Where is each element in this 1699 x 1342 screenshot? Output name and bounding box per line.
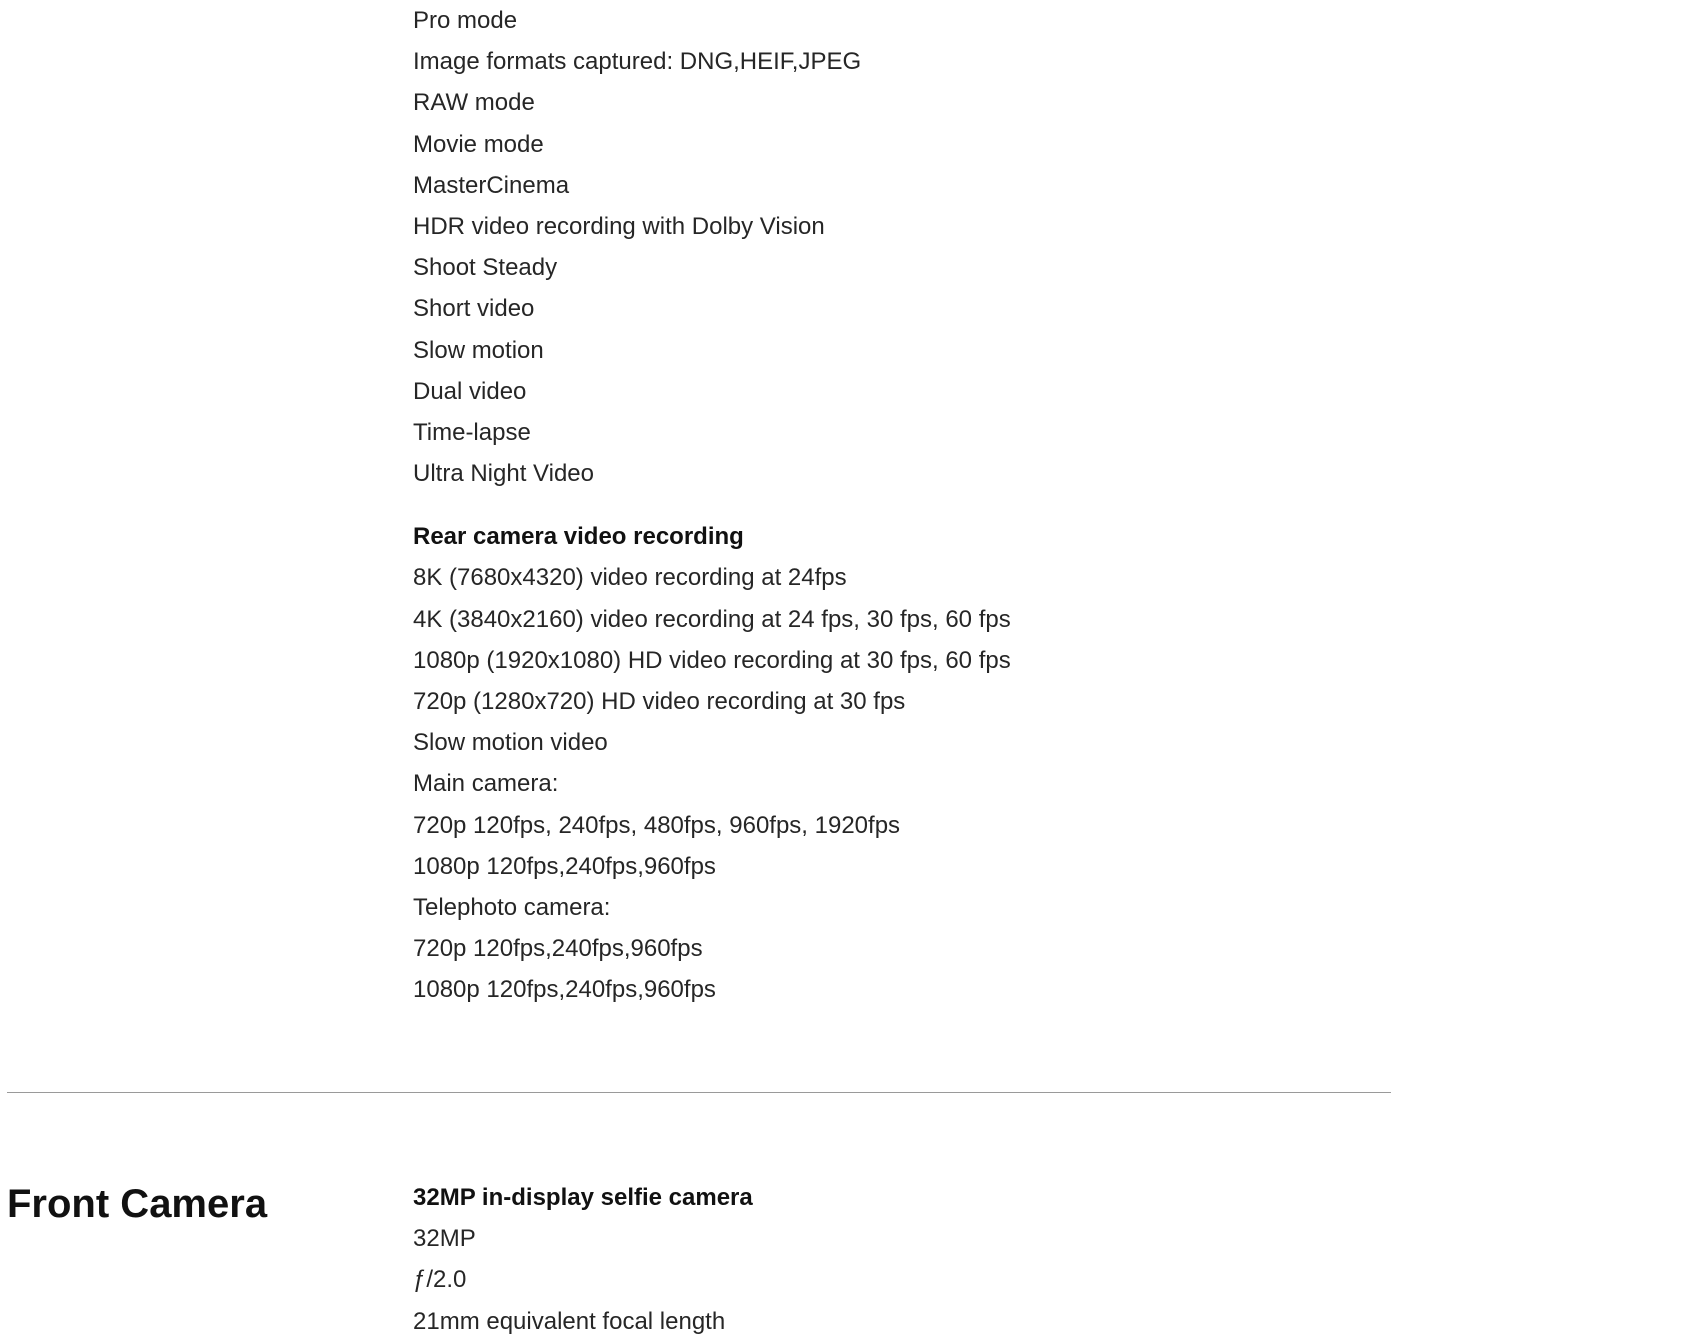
section-divider <box>7 1092 1391 1093</box>
spec-line-32mp: 32MP <box>413 1225 476 1253</box>
spec-line-aperture: ƒ/2.0 <box>413 1266 467 1294</box>
rear-modes-group <box>413 0 1313 494</box>
spec-line-main-720p: 720p 120fps, 240fps, 480fps, 960fps, 1920fps <box>413 811 901 839</box>
spec-line-focal-length: 21mm equivalent focal length <box>413 1307 726 1335</box>
spec-line-8k: 8K (7680x4320) video recording at 24fps <box>413 564 847 592</box>
spec-line-pro-mode: Pro mode <box>413 7 518 34</box>
spec-line-raw-mode: RAW mode <box>413 89 535 117</box>
spec-line-movie-mode: Movie mode <box>413 130 544 158</box>
front-camera-spec-list <box>413 1177 1313 1342</box>
spec-line-time-lapse: Time-lapse <box>413 418 531 446</box>
front-camera-title: Front Camera <box>7 1182 268 1226</box>
spec-line-hdr-dolby-vision: HDR video recording with Dolby Vision <box>413 212 825 240</box>
spec-line-telephoto-720p: 720p 120fps,240fps,960fps <box>413 935 703 963</box>
spec-line-4k: 4K (3840x2160) video recording at 24 fps, 30 fps, 60 fps <box>413 605 1011 633</box>
rear-video-group <box>413 516 1313 1010</box>
spec-line-telephoto-1080p: 1080p 120fps,240fps,960fps <box>413 976 716 1004</box>
rear-video-heading: Rear camera video recording <box>413 523 744 551</box>
spec-line-image-formats: Image formats captured: DNG,HEIF,JPEG <box>413 48 862 76</box>
spec-line-slow-motion-video: Slow motion video <box>413 729 608 757</box>
spec-line-shoot-steady: Shoot Steady <box>413 254 558 282</box>
front-camera-heading: 32MP in-display selfie camera <box>413 1184 753 1211</box>
group-spacer <box>413 494 1313 516</box>
spec-line-dual-video: Dual video <box>413 377 527 405</box>
spec-line-short-video: Short video <box>413 295 535 323</box>
spec-line-slow-motion: Slow motion <box>413 336 544 364</box>
spec-line-main-1080p: 1080p 120fps,240fps,960fps <box>413 852 716 880</box>
spec-line-ultra-night-video: Ultra Night Video <box>413 460 594 488</box>
spec-line-720p: 720p (1280x720) HD video recording at 30 fps <box>413 688 906 715</box>
rear-camera-spec-list <box>413 0 1313 1011</box>
spec-line-main-camera: Main camera: <box>413 770 559 798</box>
spec-line-telephoto-camera: Telephoto camera: <box>413 893 611 921</box>
spec-line-1080p: 1080p (1920x1080) HD video recording at 30 fps, 60 fps <box>413 646 1011 674</box>
spec-line-mastercinema: MasterCinema <box>413 171 570 199</box>
